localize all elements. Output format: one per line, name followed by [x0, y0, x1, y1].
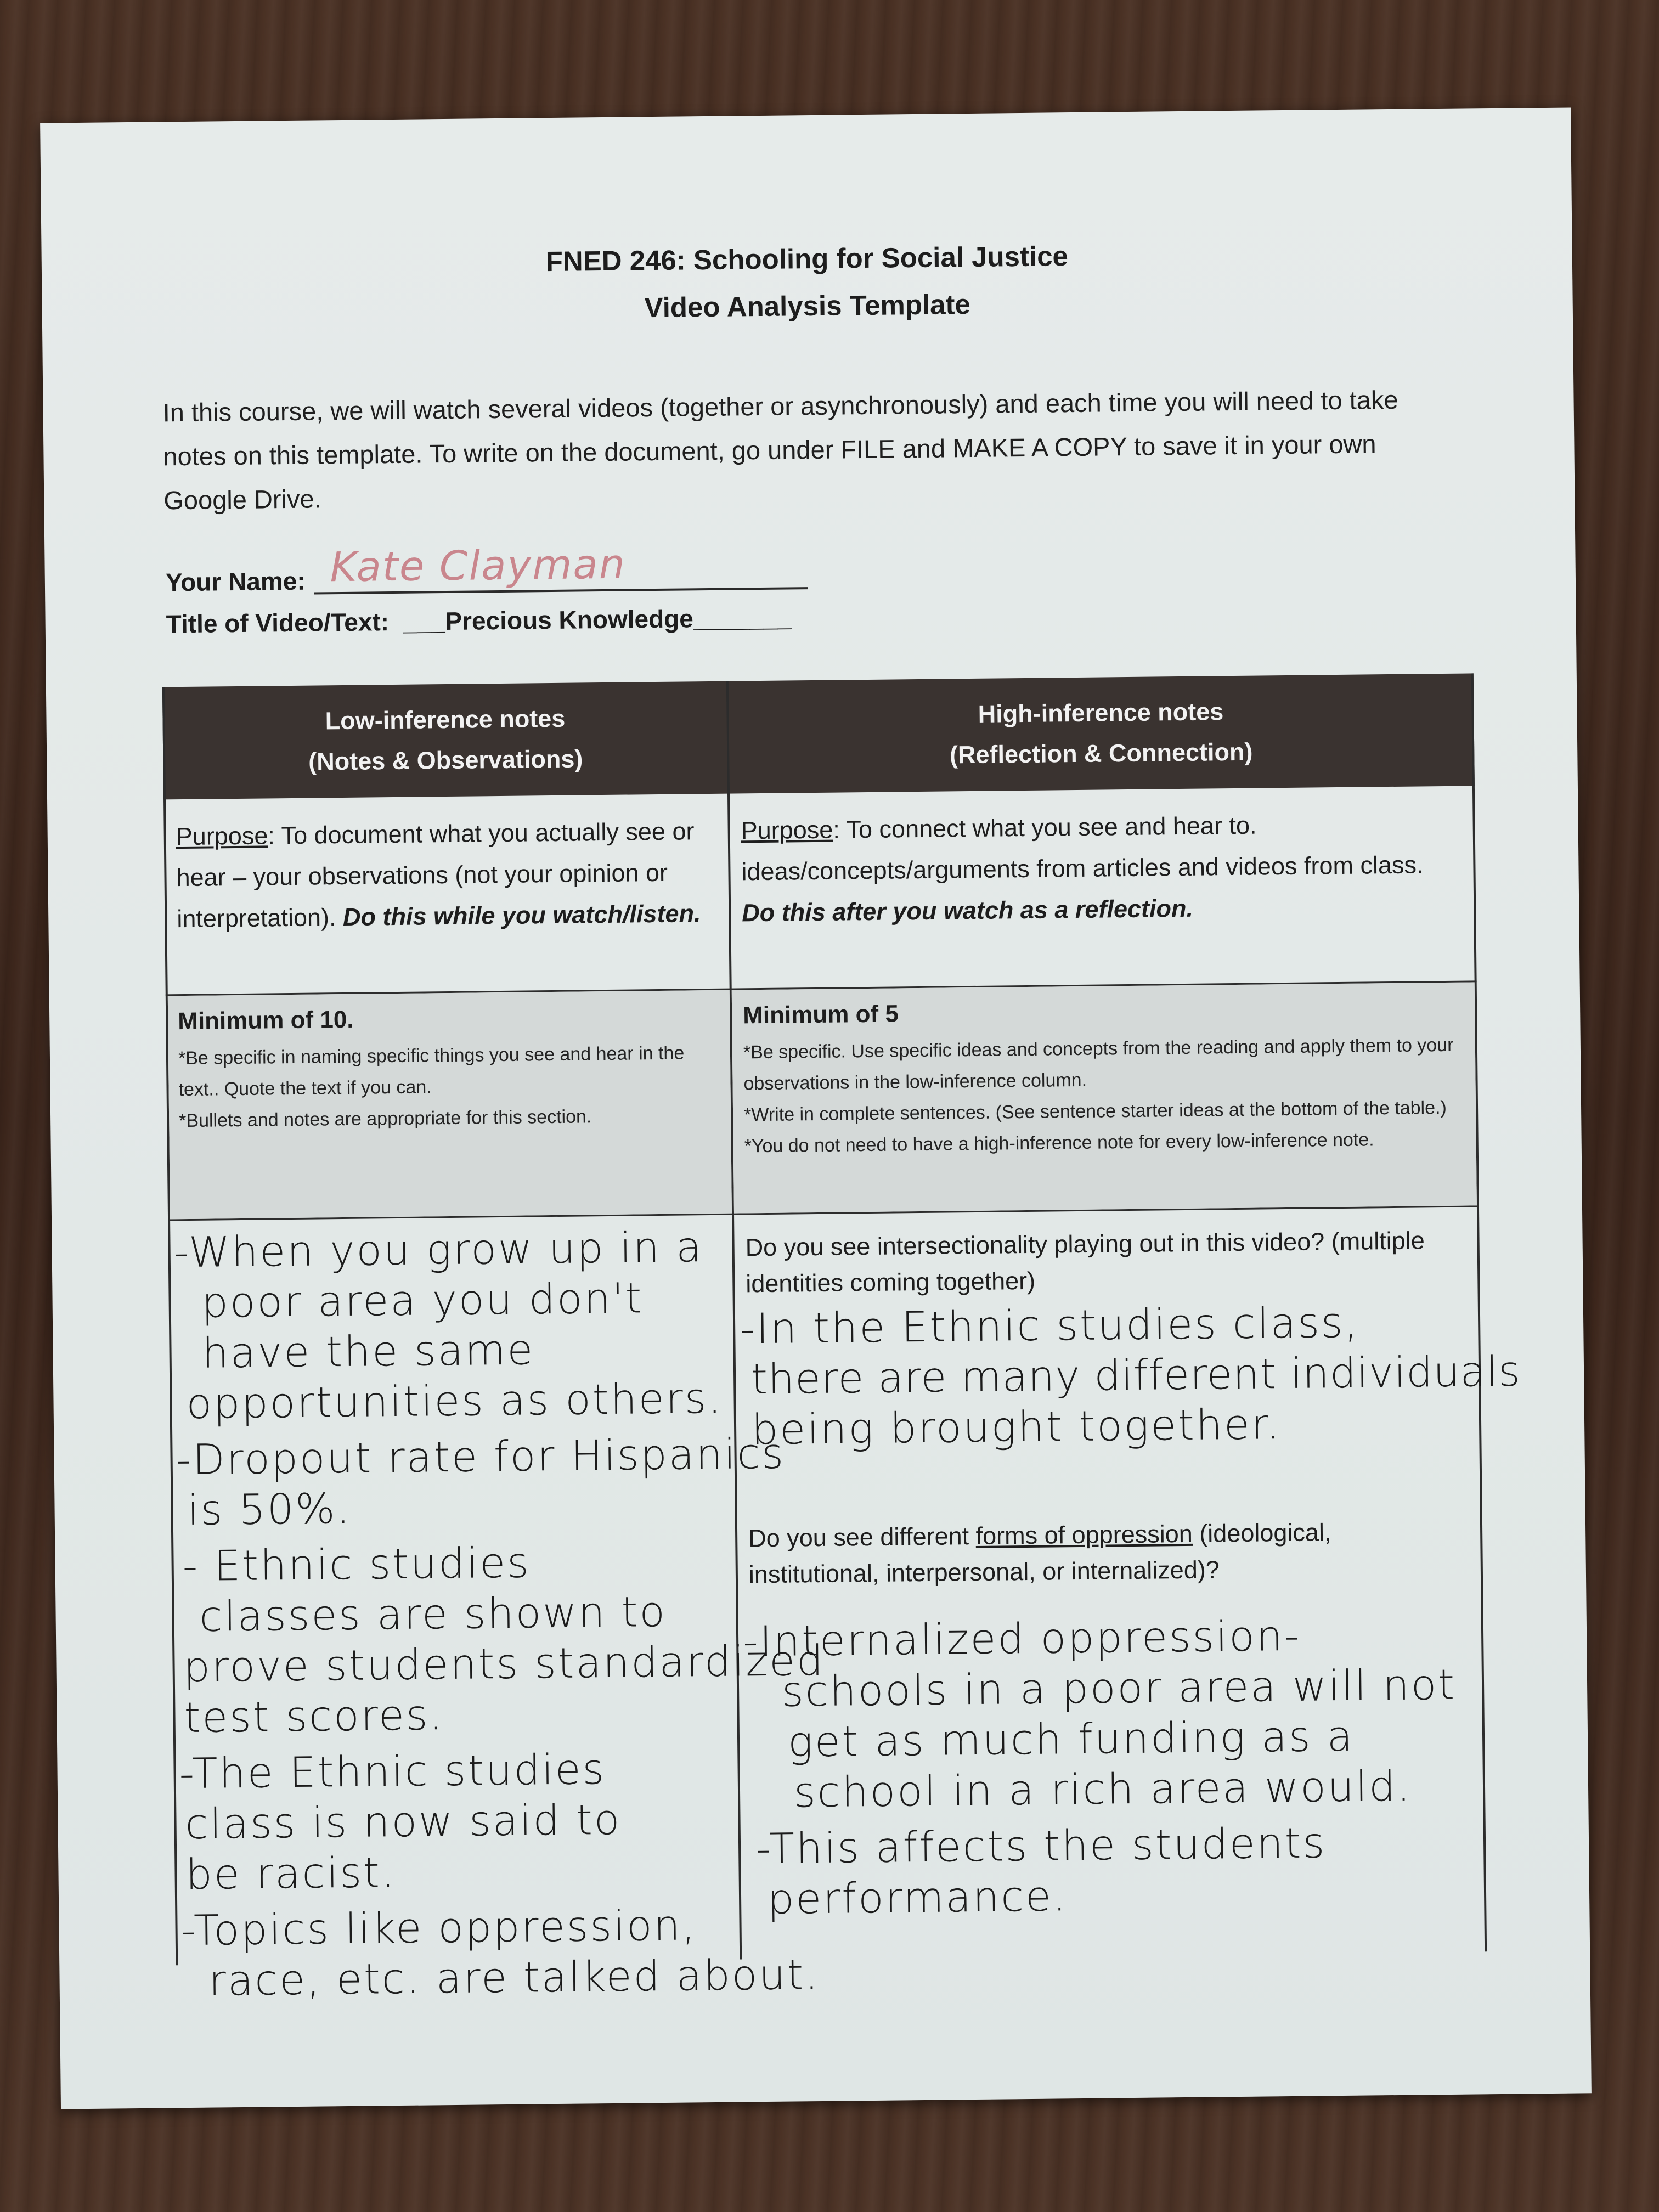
handwritten-reflection: get as much funding as a — [787, 1711, 1355, 1767]
low-purpose-label: Purpose — [176, 821, 268, 851]
high-purpose-text: : To connect what you see and hear to. ideas/concepts/arguments from articles and videos from class. — [741, 811, 1424, 886]
handwritten-note: -Dropout rate for Hispanics — [176, 1429, 786, 1485]
handwritten-note: -The Ethnic studies — [179, 1745, 606, 1798]
video-title-value[interactable]: ___Precious Knowledge_______ — [403, 603, 792, 636]
high-min-rule-3: *You do not need to have a high-inference note for every low-inference note. — [744, 1129, 1374, 1157]
handwritten-note: poor area you don't — [201, 1273, 644, 1327]
intersectionality-question: Do you see intersectionality playing out in this video? (multiple identities coming together) — [745, 1226, 1425, 1298]
handwritten-note: have the same — [202, 1325, 535, 1378]
handwritten-note: -When you grow up in a — [173, 1222, 704, 1277]
handwritten-note: is 50%. — [187, 1483, 352, 1535]
high-inference-minimum — [743, 995, 1463, 1163]
oppression-question-pre: Do you see different — [748, 1521, 976, 1553]
low-inference-header-title: Low-inference notes — [325, 704, 566, 735]
low-inference-purpose — [176, 810, 720, 939]
low-purpose-text: : To document what you actually see or hear – your observations (not your opinion or interpretation). — [176, 817, 695, 933]
low-min-title: Minimum of 10. — [178, 1006, 354, 1035]
handwritten-note: opportunities as others. — [186, 1373, 723, 1429]
low-min-rule-2: *Bullets and notes are appropriate for this section. — [178, 1106, 592, 1132]
notes-table — [162, 673, 1521, 2005]
low-inference-header-subtitle: (Notes & Observations) — [308, 744, 583, 776]
intro-line-2: notes on this template. To write on the document, go under FILE and MAKE A COPY to save it in your own — [163, 429, 1376, 471]
high-min-rule-2: *Write in complete sentences. (See sentence starter ideas at the bottom of the table.) — [743, 1097, 1447, 1126]
handwritten-note: class is now said to — [185, 1795, 622, 1849]
handwritten-reflection: -In the Ethnic studies class, — [739, 1297, 1360, 1353]
low-inference-minimum — [178, 1002, 722, 1137]
high-inference-purpose — [741, 803, 1460, 934]
low-inference-header — [162, 681, 729, 800]
intro-line-3: Google Drive. — [163, 484, 321, 515]
oppression-question — [748, 1513, 1468, 1593]
name-label: Your Name: — [165, 566, 306, 597]
handwritten-reflection: schools in a poor area will not — [781, 1660, 1457, 1716]
handwritten-note: -Topics like oppression, — [180, 1900, 697, 1955]
handwritten-reflection: -This affects the students — [755, 1818, 1327, 1874]
handwritten-reflection: performance. — [767, 1871, 1068, 1923]
handwritten-note: be racist. — [185, 1848, 397, 1899]
handwritten-note: classes are shown to — [199, 1587, 667, 1641]
oppression-question-post: (ideological, institutional, interpersonal, or internalized)? — [748, 1518, 1331, 1589]
handwritten-note: race, etc. are talked about. — [208, 1950, 820, 2005]
table-right-border — [1471, 673, 1487, 1951]
handwritten-note: test scores. — [184, 1690, 445, 1742]
high-min-title: Minimum of 5 — [742, 1000, 899, 1029]
name-signature[interactable]: Kate Clayman — [330, 540, 627, 591]
handwritten-reflection: -Internalized oppression- — [742, 1611, 1301, 1666]
high-inference-header — [727, 673, 1475, 793]
high-purpose-label: Purpose — [741, 815, 833, 845]
low-purpose-emphasis: Do this while you watch/listen. — [342, 899, 701, 932]
high-inference-header-subtitle: (Reflection & Connection) — [949, 737, 1253, 769]
handwritten-reflection: there are many different individuals — [751, 1346, 1521, 1404]
handwritten-note: prove students standardized — [183, 1635, 825, 1692]
handwritten-reflection: being brought together. — [751, 1400, 1282, 1454]
forms-of-oppression-link: forms of oppression — [975, 1519, 1193, 1550]
template-title: Video Analysis Template — [644, 288, 971, 324]
table-left-border — [162, 687, 178, 1965]
handwritten-note: - Ethnic studies — [182, 1538, 531, 1591]
video-title-label: Title of Video/Text: — [166, 607, 390, 639]
worksheet-paper — [40, 107, 1592, 2109]
course-title: FNED 246: Schooling for Social Justice — [545, 240, 1069, 278]
high-inference-header-title: High-inference notes — [978, 697, 1224, 728]
intro-line-1: In this course, we will watch several videos (together or asynchronously) and each time you will need to take — [162, 385, 1398, 427]
high-purpose-emphasis: Do this after you watch as a reflection. — [741, 894, 1194, 927]
high-min-rule-1: *Be specific. Use specific ideas and concepts from the reading and apply them to your observations in the low-inference column. — [743, 1034, 1454, 1094]
handwritten-reflection: school in a rich area would. — [793, 1761, 1412, 1817]
low-min-rule-1: *Be specific in naming specific things you see and hear in the text.. Quote the text if you can. — [178, 1042, 685, 1101]
